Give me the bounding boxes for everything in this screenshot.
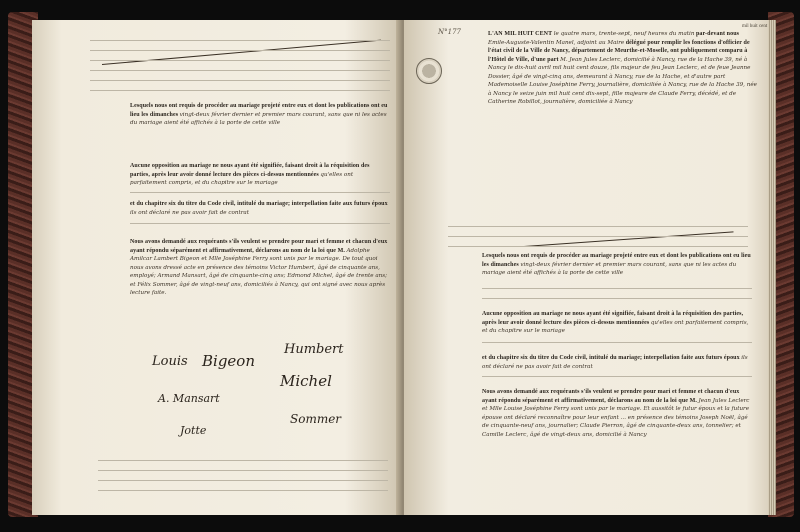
ruled-line [90, 60, 390, 61]
publications-section [482, 252, 752, 278]
signature: Michel [280, 372, 332, 390]
opposition-label: Aucune opposition au mariage ne nous ayant été signifiée, faisant droit à la réquisition des parties, après leur avoir donné lecture des pièces ci-dessus mentionnées [482, 311, 744, 326]
signature: Jotte [180, 424, 207, 437]
publications-handwriting: vingt-deux février dernier et premier mars courant, sans que ni les actes du mariage aient été affichés à la porte de cette ville [482, 261, 737, 276]
ruled-line [482, 298, 752, 299]
ruled-line [448, 236, 748, 237]
ruled-line [90, 40, 390, 41]
left-page [32, 20, 400, 515]
ruled-line [98, 460, 388, 461]
opposition-handwriting: qu'elles ont parfaitement compris, et du chapitre sur le mariage [482, 319, 749, 334]
opposition-handwriting: qu'elles ont parfaitement compris, et du chapitre sur le mariage [130, 171, 354, 186]
ruled-line [90, 50, 390, 51]
ruled-line [98, 490, 388, 491]
signature: Sommer [290, 412, 342, 426]
printed-year-header: L'AN MIL HUIT CENT [488, 31, 553, 37]
ruled-line [448, 226, 748, 227]
declaration-handwriting: Adolphe Amilcar Lambert Bigeon et Mlle Joséphine Ferry sont unis par le mariage. De tout quoi nous avons dressé acte en présence des témoins Victor Humbert, âgé de cinquante ans, employé; Armand Mansart, âgé de cinquante-cinq ans; Edmond Michel, âgé de trente ans; et Félix Sommer, âgé de vingt-neuf ans, domiciliés à Nancy, qui ont signé avec nous après lecture faite. [130, 247, 388, 296]
ruled-line [448, 246, 748, 247]
ruled-line [98, 480, 388, 481]
page-edges [768, 20, 776, 515]
officer-handwriting: Emile-Auguste-Valentin Manel, adjoint au Maire [488, 39, 625, 46]
signature: Bigeon [202, 352, 255, 370]
signature: Humbert [284, 342, 344, 357]
folio-number: N°177 [438, 28, 461, 36]
signature: Louis [152, 354, 188, 369]
ruled-line [482, 376, 752, 377]
printed-intro: par-devant nous [695, 31, 740, 37]
ruled-line [130, 192, 390, 193]
declaration-label: Nous avons demandé aux requérants s'ils veulent se prendre pour mari et femme et chacun d'eux ayant répondu séparément et affirmativement, déclarons au nom de la loi que M. [482, 389, 740, 404]
ruled-line [482, 288, 752, 289]
declaration-label: Nous avons demandé aux requérants s'ils veulent se prendre pour mari et femme et chacun d'eux ayant répondu séparément et affirmativement, déclarons au nom de la loi que M. [130, 239, 388, 254]
date-handwriting: le quatre mars, trente-sept, neuf heures du matin [553, 31, 695, 37]
publications-label: Lesquels nous ont requis de procéder au mariage projeté entre eux et dont les publications ont eu lieu les dimanches [482, 253, 751, 268]
code-label: et du chapitre six du titre du Code civil, intitulé du mariage; interpellation faite aux futurs époux [482, 355, 740, 361]
declaration-section [130, 238, 390, 298]
parties-handwriting: M. Jean Jules Leclerc, domicilié à Nancy, rue de la Hache 39, né à Nancy le dix-huit avril mil huit cent douze, fils majeur de feu Jean Leclerc, et de feue Jeanne Dossier, âgé de vingt-cinq ans, demeurant à Nancy, rue de la Hache, et d'autre part Mademoiselle Louise Joséphine Ferry, journalière, domiciliée à Nancy, rue de la Hache 39, née à Nancy le seize juin mil huit cent dix-sept, fille majeure de Claude Ferry, décédé, et de Catherine Robillot, journalière, domiciliée à Nancy [488, 56, 757, 105]
opposition-label: Aucune opposition au mariage ne nous ayant été signifiée, faisant droit à la réquisition des parties, après leur avoir donné lecture des pièces ci-dessus mentionnées [130, 163, 370, 178]
publications-handwriting: vingt-deux février dernier et premier mars courant, sans que ni les actes du mariage aient été affichés à la porte de cette ville [130, 111, 387, 126]
act-header [488, 30, 758, 107]
code-handwriting: ils ont déclaré ne pas avoir fait de contrat [130, 209, 249, 216]
cancel-stroke [102, 40, 381, 65]
printed-delegation: délégué pour remplir les fonctions d'officier de l'état civil de la Ville de Nancy, département de Meurthe-et-Moselle, ont publiquement comparu à l'Hôtel de Ville, d'une part [488, 39, 750, 63]
open-register-book [32, 20, 776, 515]
publications-label: Lesquels nous ont requis de procéder au mariage projeté entre eux et dont les publications ont eu lieu les dimanches [130, 103, 388, 118]
ruled-line [482, 342, 752, 343]
opposition-section [130, 162, 390, 188]
ruled-line [98, 470, 388, 471]
declaration-handwriting: Jean Jules Leclerc et Mlle Louise Joséphine Ferry sont unis par le mariage. Et aussitôt le futur époux et la future épouse ont déclaré reconnaître pour leur enfant ... en présence des témoins Joseph Noël, âgé de cinquante-neuf ans, journalier; Claude Pierron, âgé de cinquante-deux ans, tonnelier; et Camille Leclerc, âgé de vingt-deux ans, domicilié à Nancy [482, 397, 750, 438]
code-handwriting: ils ont déclaré ne pas avoir fait de contrat [482, 355, 748, 370]
code-section [482, 354, 752, 371]
code-label: et du chapitre six du titre du Code civil, intitulé du mariage; interpellation faite aux futurs époux [130, 201, 388, 207]
ruled-line [90, 80, 390, 81]
cancel-stroke [524, 231, 734, 247]
ruled-line [90, 70, 390, 71]
ruled-line [130, 223, 390, 224]
corner-note: mil huit cent [742, 24, 768, 29]
code-section [130, 200, 390, 217]
publications-section [130, 102, 390, 128]
right-page [404, 20, 776, 515]
opposition-section [482, 310, 752, 336]
register-stamp [416, 58, 442, 84]
declaration-section [482, 388, 752, 439]
ruled-line [90, 90, 390, 91]
signature: A. Mansart [158, 392, 220, 405]
